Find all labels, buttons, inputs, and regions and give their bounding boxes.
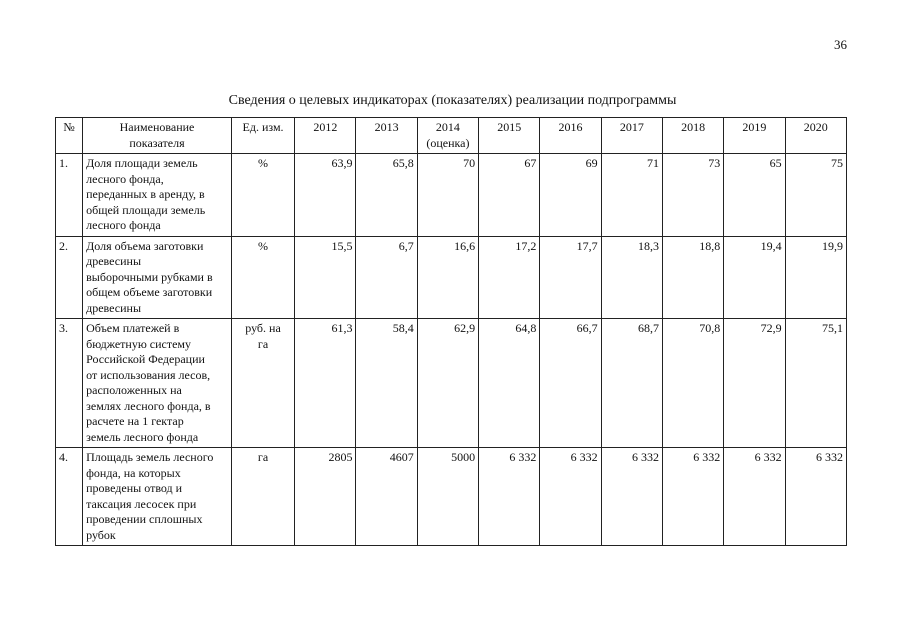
header-year-label: 2012: [313, 120, 338, 134]
year-value: 19,9: [785, 236, 846, 319]
unit-of-measure: [231, 236, 294, 319]
year-value: 6 332: [601, 448, 662, 546]
header-year-note: (оценка): [426, 135, 470, 150]
header-name-line: Наименование: [119, 120, 195, 134]
year-value: 58,4: [356, 319, 417, 448]
year-value: 6 332: [540, 448, 601, 546]
year-value: 18,8: [662, 236, 723, 319]
header-year-label: 2015: [497, 120, 522, 134]
year-value: 5000: [417, 448, 478, 546]
year-value: 17,7: [540, 236, 601, 319]
indicator-name-line: фонда, на которых: [86, 465, 181, 480]
year-value: 67: [479, 154, 540, 237]
year-value: 64,8: [479, 319, 540, 448]
year-value: 65: [724, 154, 785, 237]
indicator-name-line: Площадь земель лесного: [86, 450, 214, 464]
year-value: 72,9: [724, 319, 785, 448]
header-year-label: 2013: [374, 120, 399, 134]
indicator-name-line: Доля площади земель: [86, 156, 198, 170]
table-header-row: [56, 118, 847, 154]
indicator-name-line: лесного фонда: [86, 218, 161, 232]
unit-of-measure: [231, 319, 294, 448]
year-value: 6 332: [662, 448, 723, 546]
header-year: [724, 118, 785, 154]
year-value: 66,7: [540, 319, 601, 448]
indicator-name-line: Доля объема заготовки: [86, 238, 204, 253]
unit-line: %: [258, 156, 269, 170]
unit-line: %: [258, 238, 269, 253]
year-value: 6 332: [785, 448, 846, 546]
table-body: [56, 154, 847, 546]
indicator-name-line: рубок: [86, 527, 116, 542]
indicator-name-line: Объем платежей в: [86, 321, 180, 335]
indicator-name-line: проведены отвод и: [86, 481, 183, 495]
indicator-name-line: земель лесного фонда: [86, 429, 199, 444]
year-value: 15,5: [295, 236, 356, 319]
header-year: [662, 118, 723, 154]
table-row: [56, 319, 847, 448]
unit-line: руб. на: [245, 321, 281, 335]
indicator-name: [83, 236, 232, 319]
table-row: [56, 154, 847, 237]
indicator-name-line: переданных в аренду, в: [86, 187, 205, 201]
year-value: 71: [601, 154, 662, 237]
indicator-name-line: землях лесного фонда, в: [86, 398, 211, 413]
unit-line: га: [257, 336, 269, 351]
indicator-name-line: древесины: [86, 254, 142, 268]
table-row: [56, 448, 847, 546]
indicator-name-line: выборочными рубками в: [86, 269, 213, 284]
header-year: [785, 118, 846, 154]
indicator-name-line: проведении сплошных: [86, 512, 203, 526]
year-value: 70,8: [662, 319, 723, 448]
indicators-table: [55, 117, 847, 546]
year-value: 68,7: [601, 319, 662, 448]
header-year-label: 2016: [558, 120, 583, 134]
indicator-name-line: Российской Федерации: [86, 352, 205, 366]
header-year: [356, 118, 417, 154]
header-name: [83, 118, 232, 154]
indicator-name-line: расположенных на: [86, 383, 182, 397]
header-name-line: показателя: [129, 135, 185, 150]
header-year-label: 2020: [803, 120, 828, 134]
indicator-name-line: таксация лесосек при: [86, 496, 197, 511]
indicator-name-line: расчете на 1 гектар: [86, 414, 184, 428]
year-value: 16,6: [417, 236, 478, 319]
year-value: 2805: [295, 448, 356, 546]
header-year-label: 2018: [681, 120, 706, 134]
header-year-label: 2017: [619, 120, 644, 134]
header-year: [479, 118, 540, 154]
row-number: 4.: [56, 448, 83, 546]
unit-of-measure: [231, 448, 294, 546]
year-value: 61,3: [295, 319, 356, 448]
year-value: 69: [540, 154, 601, 237]
page-number: 36: [834, 37, 847, 52]
indicator-name-line: древесины: [86, 300, 142, 315]
year-value: 4607: [356, 448, 417, 546]
year-value: 75,1: [785, 319, 846, 448]
year-value: 6 332: [724, 448, 785, 546]
header-year: [540, 118, 601, 154]
year-value: 70: [417, 154, 478, 237]
header-year: [295, 118, 356, 154]
year-value: 6,7: [356, 236, 417, 319]
header-year-label: 2019: [742, 120, 767, 134]
year-value: 18,3: [601, 236, 662, 319]
indicator-name-line: от использования лесов,: [86, 367, 211, 382]
header-unit: Ед. изм.: [231, 118, 294, 154]
table-row: [56, 236, 847, 319]
indicator-name-line: лесного фонда,: [86, 171, 164, 186]
row-number: 3.: [56, 319, 83, 448]
year-value: 19,4: [724, 236, 785, 319]
indicator-name: [83, 319, 232, 448]
indicator-name-line: бюджетную систему: [86, 336, 192, 351]
year-value: 62,9: [417, 319, 478, 448]
header-year: [417, 118, 478, 154]
year-value: 17,2: [479, 236, 540, 319]
year-value: 65,8: [356, 154, 417, 237]
indicator-name-line: общей площади земель: [86, 202, 206, 217]
indicator-name: [83, 154, 232, 237]
row-number: 2.: [56, 236, 83, 319]
year-value: 6 332: [479, 448, 540, 546]
year-value: 63,9: [295, 154, 356, 237]
unit-of-measure: [231, 154, 294, 237]
header-year: [601, 118, 662, 154]
row-number: 1.: [56, 154, 83, 237]
document-title: Сведения о целевых индикаторах (показателях) реализации подпрограммы: [228, 93, 677, 108]
year-value: 73: [662, 154, 723, 237]
year-value: 75: [785, 154, 846, 237]
indicator-name-line: общем объеме заготовки: [86, 285, 213, 299]
header-year-label: 2014: [435, 120, 460, 134]
indicator-name: [83, 448, 232, 546]
unit-line: га: [257, 450, 269, 464]
header-num: №: [56, 118, 83, 154]
